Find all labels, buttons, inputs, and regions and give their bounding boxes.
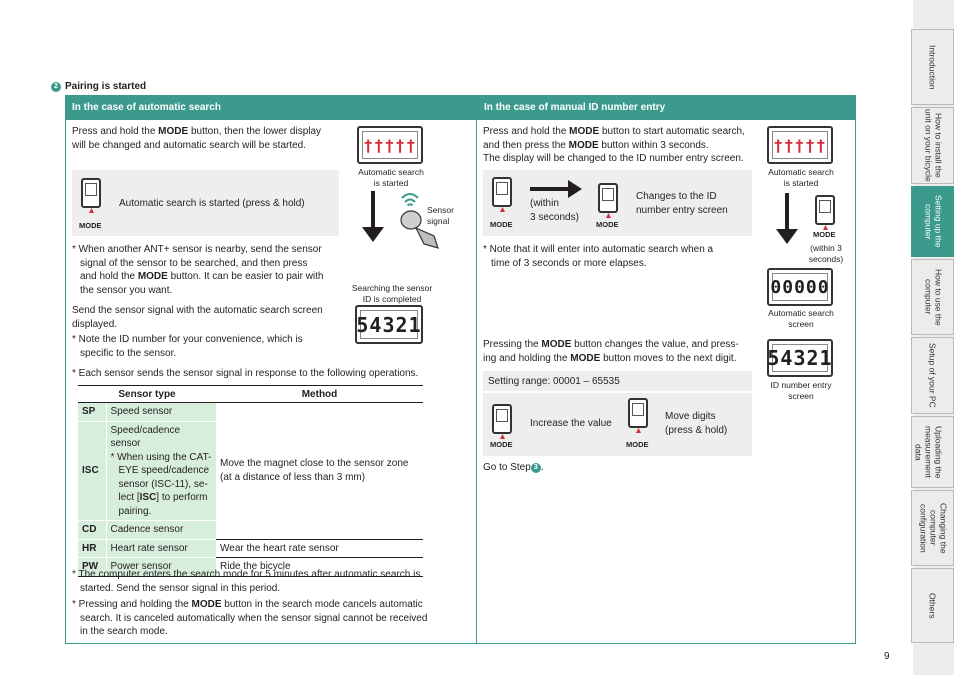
caption-auto-search-started-right: Automatic search is started <box>768 167 834 188</box>
section-heading <box>51 81 146 92</box>
note-auto-search-timeout: * Note that it will enter into automatic search when a time of 3 seconds or more elapses. <box>483 244 714 269</box>
right-arrow-icon <box>530 180 582 198</box>
tab-introduction[interactable]: Introduction <box>911 29 954 105</box>
mode-label: MODE <box>626 440 649 449</box>
panel-divider <box>476 95 477 644</box>
tab-how-to-use[interactable]: How to use the computer <box>911 259 954 335</box>
note-cancel-search: * Pressing and holding the MODE button in the search mode cancels automatic search. It is canceled automatically when the sensor signal cannot be received in the search mode. <box>72 599 428 637</box>
note-id-number: * Note the ID number for your convenience, which is specific to the sensor. <box>72 334 303 359</box>
mode-label: MODE <box>79 221 102 230</box>
step-3-badge[interactable]: 3 <box>531 463 541 473</box>
isc-type-cell: Speed/cadence sensor * When using the CAT- EYE speed/cadence sensor (ISC-11), se- lect [ISC] to perform pairing. <box>106 421 216 521</box>
right-intro: Press and hold the MODE button to start automatic search, and then press the MODE button within 3 seconds. The display will be changed to the ID number entry screen. <box>483 126 745 164</box>
left-intro: Press and hold the MODE button, then the lower display will be changed and automatic search will be started. <box>72 126 322 151</box>
tab-uploading[interactable]: Uploading the measurement data <box>911 416 954 488</box>
mode-label: MODE <box>813 230 836 239</box>
mode-label: MODE <box>490 440 513 449</box>
computer-device-icon <box>492 404 512 434</box>
tab-setup-pc[interactable]: Setup of your PC <box>911 337 954 414</box>
lcd-id-zeros: 00000 <box>767 268 833 306</box>
go-to-step: Go to Step 3 . <box>483 462 544 473</box>
lcd-sensor-id: 54321 <box>355 305 423 344</box>
header-sensor-type: Sensor type <box>78 386 216 403</box>
sensor-table <box>78 385 423 577</box>
down-arrow-icon <box>776 193 798 245</box>
step-number-badge: 2 <box>51 82 61 92</box>
down-arrow-icon <box>362 191 384 243</box>
right-panel-header: In the case of manual ID number entry <box>477 95 856 120</box>
table-row: CD Cadence sensor <box>78 521 423 540</box>
note-each-sensor: * Each sensor sends the sensor signal in response to the following operations. <box>72 368 419 379</box>
computer-device-icon <box>492 177 512 207</box>
table-row: HR Heart rate sensor Wear the heart rate sensor <box>78 539 423 558</box>
table-row: SP Speed sensor Move the magnet close to the sensor zone (at a distance of less than 3 mm) <box>78 403 423 422</box>
move-digits: Move digits (press & hold) <box>665 411 728 436</box>
method-magnet: Move the magnet close to the sensor zone (at a distance of less than 3 mm) <box>216 403 423 540</box>
table-row: PW Power sensor Ride the bicycle <box>78 558 423 577</box>
caption-sensor-signal: Sensor signal <box>427 205 454 226</box>
lcd-auto-search: ††††† <box>357 126 423 164</box>
within-3-seconds: (within 3 seconds) <box>530 198 579 223</box>
pressing-mode-text: Pressing the MODE button changes the value, and press- ing and holding the MODE button moves to the next digit. <box>483 339 739 364</box>
computer-device-icon <box>598 183 618 213</box>
note-ant-sensor: * When another ANT+ sensor is nearby, send the sensor signal of the sensor to be searched, and then press and hold the MODE button. It can be easier to pair with the sensor you want. <box>72 244 324 296</box>
computer-device-icon <box>81 178 101 208</box>
computer-device-icon <box>628 398 648 428</box>
changes-to-id-entry: Changes to the ID number entry screen <box>636 191 728 216</box>
mode-label: MODE <box>596 220 619 229</box>
table-header-row <box>78 386 423 403</box>
caption-auto-search-screen: Automatic search screen <box>768 308 834 329</box>
left-panel-header: In the case of automatic search <box>65 95 476 120</box>
tab-setting-up[interactable]: Setting up the computer <box>911 186 954 257</box>
header-method: Method <box>216 386 423 403</box>
lcd-auto-search-right: ††††† <box>767 126 833 164</box>
tab-others[interactable]: Others <box>911 568 954 643</box>
caption-within-3-seconds: (within 3 seconds) <box>808 243 844 264</box>
send-signal-text: Send the sensor signal with the automatic search screen displayed. <box>72 305 323 330</box>
table-row: ISC Speed/cadence sensor * When using the CAT- EYE speed/cadence sensor (ISC-11), se- lect [ISC] to perform pairing. <box>78 421 423 521</box>
tab-changing[interactable]: Changing the computer configuration <box>911 490 954 566</box>
tab-install[interactable]: How to install the unit on your bicycle <box>911 107 954 184</box>
computer-device-icon <box>815 195 835 225</box>
page-number: 9 <box>884 651 890 662</box>
auto-search-box-text: Automatic search is started (press & hold) <box>119 198 305 209</box>
mode-label: MODE <box>490 220 513 229</box>
caption-auto-search-started: Automatic search is started <box>358 167 424 188</box>
section-title: Pairing is started <box>65 81 147 92</box>
setting-range: Setting range: 00001 – 65535 <box>488 376 620 387</box>
caption-id-entry-screen: ID number entry screen <box>770 380 832 401</box>
caption-search-completed: Searching the sensor ID is completed <box>351 283 433 304</box>
increase-value: Increase the value <box>530 418 612 429</box>
note-search-mode: * The computer enters the search mode for 5 minutes after automatic search is started. Send the sensor signal in this period. <box>72 569 421 594</box>
lcd-id-entry: 54321 <box>767 339 833 377</box>
